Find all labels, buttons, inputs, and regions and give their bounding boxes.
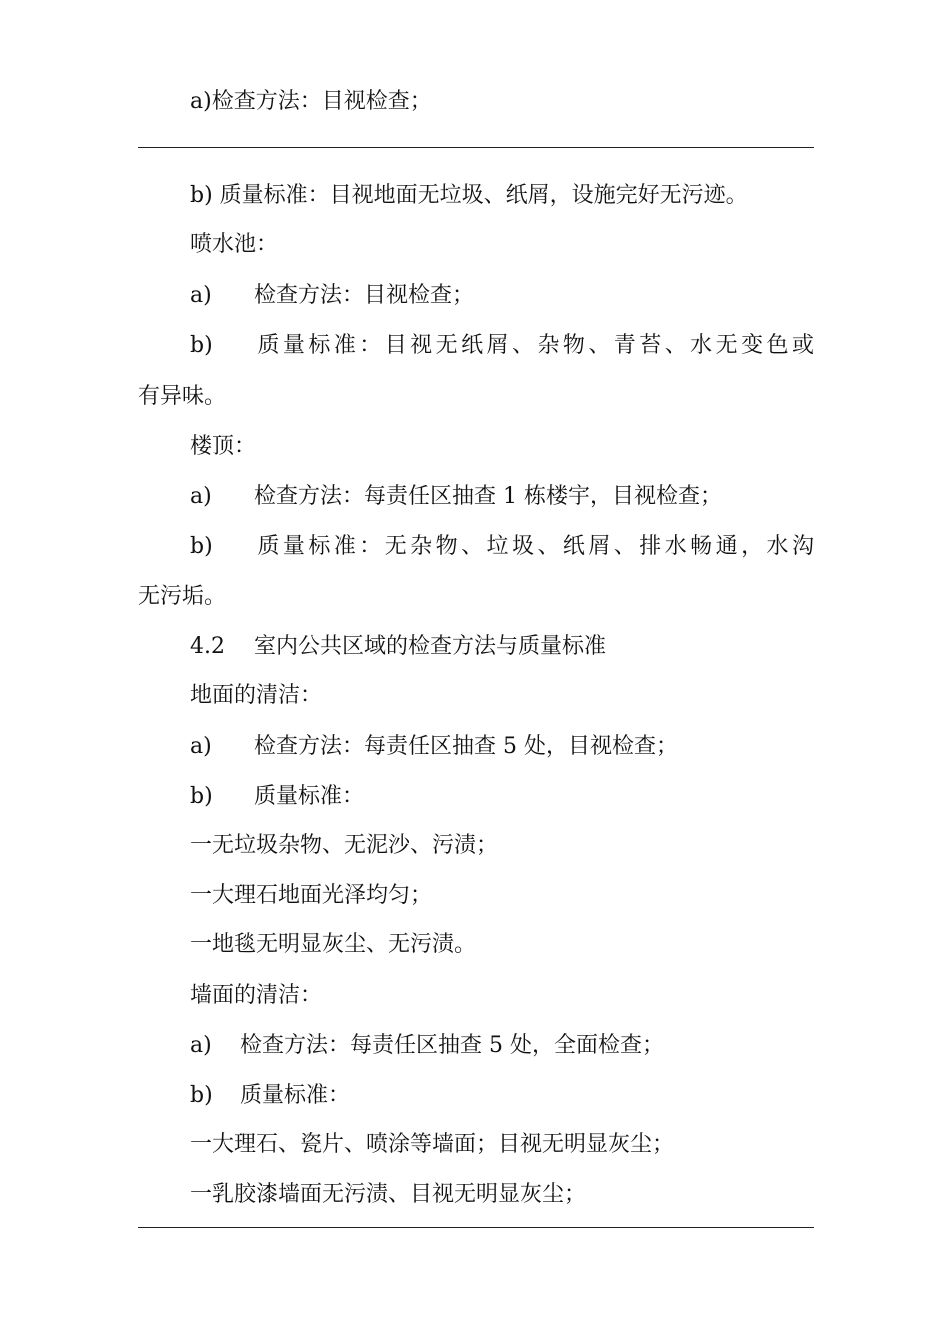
- section-heading: [190, 632, 606, 662]
- list-text: 检查方法：目视检查；: [254, 283, 475, 308]
- list-text: 质量标准：: [240, 1083, 351, 1108]
- list-label: a): [190, 734, 212, 759]
- list-label: b): [190, 1083, 213, 1108]
- section-heading: 楼顶：: [190, 434, 257, 459]
- section-heading: 墙面的清洁：: [190, 983, 323, 1008]
- list-item: [190, 482, 722, 512]
- list-label: a): [190, 283, 212, 308]
- text-line: 一乳胶漆墙面无污渍、目视无明显灰尘；: [190, 1182, 587, 1207]
- text-line: 一地毯无明显灰尘、无污渍。: [190, 932, 477, 957]
- list-label: b): [190, 333, 213, 358]
- list-item: [190, 1031, 664, 1061]
- list-item: [190, 281, 474, 311]
- list-label: a): [190, 484, 212, 509]
- list-label: a): [190, 1033, 212, 1058]
- list-item: [190, 532, 814, 562]
- list-text: 检查方法：每责任区抽查 5 处，目视检查；: [254, 734, 678, 759]
- list-text: 质量标准：目视无纸屑、杂物、青苔、水无变色或: [254, 333, 814, 358]
- text-continuation: 有异味。: [138, 384, 227, 409]
- list-item: [190, 782, 364, 812]
- top-divider: [138, 147, 814, 148]
- text-line: a)检查方法：目视检查；: [190, 89, 432, 114]
- section-number: 4.2: [190, 634, 225, 659]
- list-item: [190, 1081, 350, 1111]
- list-item: [190, 732, 678, 762]
- text-line: 一无垃圾杂物、无泥沙、污渍；: [190, 833, 499, 858]
- list-text: 质量标准：无杂物、垃圾、纸屑、排水畅通，水沟: [254, 534, 814, 559]
- list-text: 质量标准：: [254, 784, 365, 809]
- list-label: b): [190, 784, 213, 809]
- text-line: 一大理石地面光泽均匀；: [190, 883, 433, 908]
- text-continuation: 无污垢。: [138, 584, 227, 609]
- list-text: 检查方法：每责任区抽查 1 栋楼宇，目视检查；: [254, 484, 722, 509]
- section-heading: 地面的清洁：: [190, 683, 323, 708]
- section-heading: 喷水池：: [190, 232, 279, 257]
- text-line: 一大理石、瓷片、喷涂等墙面；目视无明显灰尘；: [190, 1132, 675, 1157]
- list-label: b): [190, 534, 213, 559]
- bottom-divider: [138, 1227, 814, 1228]
- list-text: 检查方法：每责任区抽查 5 处，全面检查；: [240, 1033, 664, 1058]
- text-line: b) 质量标准：目视地面无垃圾、纸屑，设施完好无污迹。: [190, 183, 748, 208]
- list-item: [190, 331, 814, 361]
- section-title: 室内公共区域的检查方法与质量标准: [254, 634, 607, 659]
